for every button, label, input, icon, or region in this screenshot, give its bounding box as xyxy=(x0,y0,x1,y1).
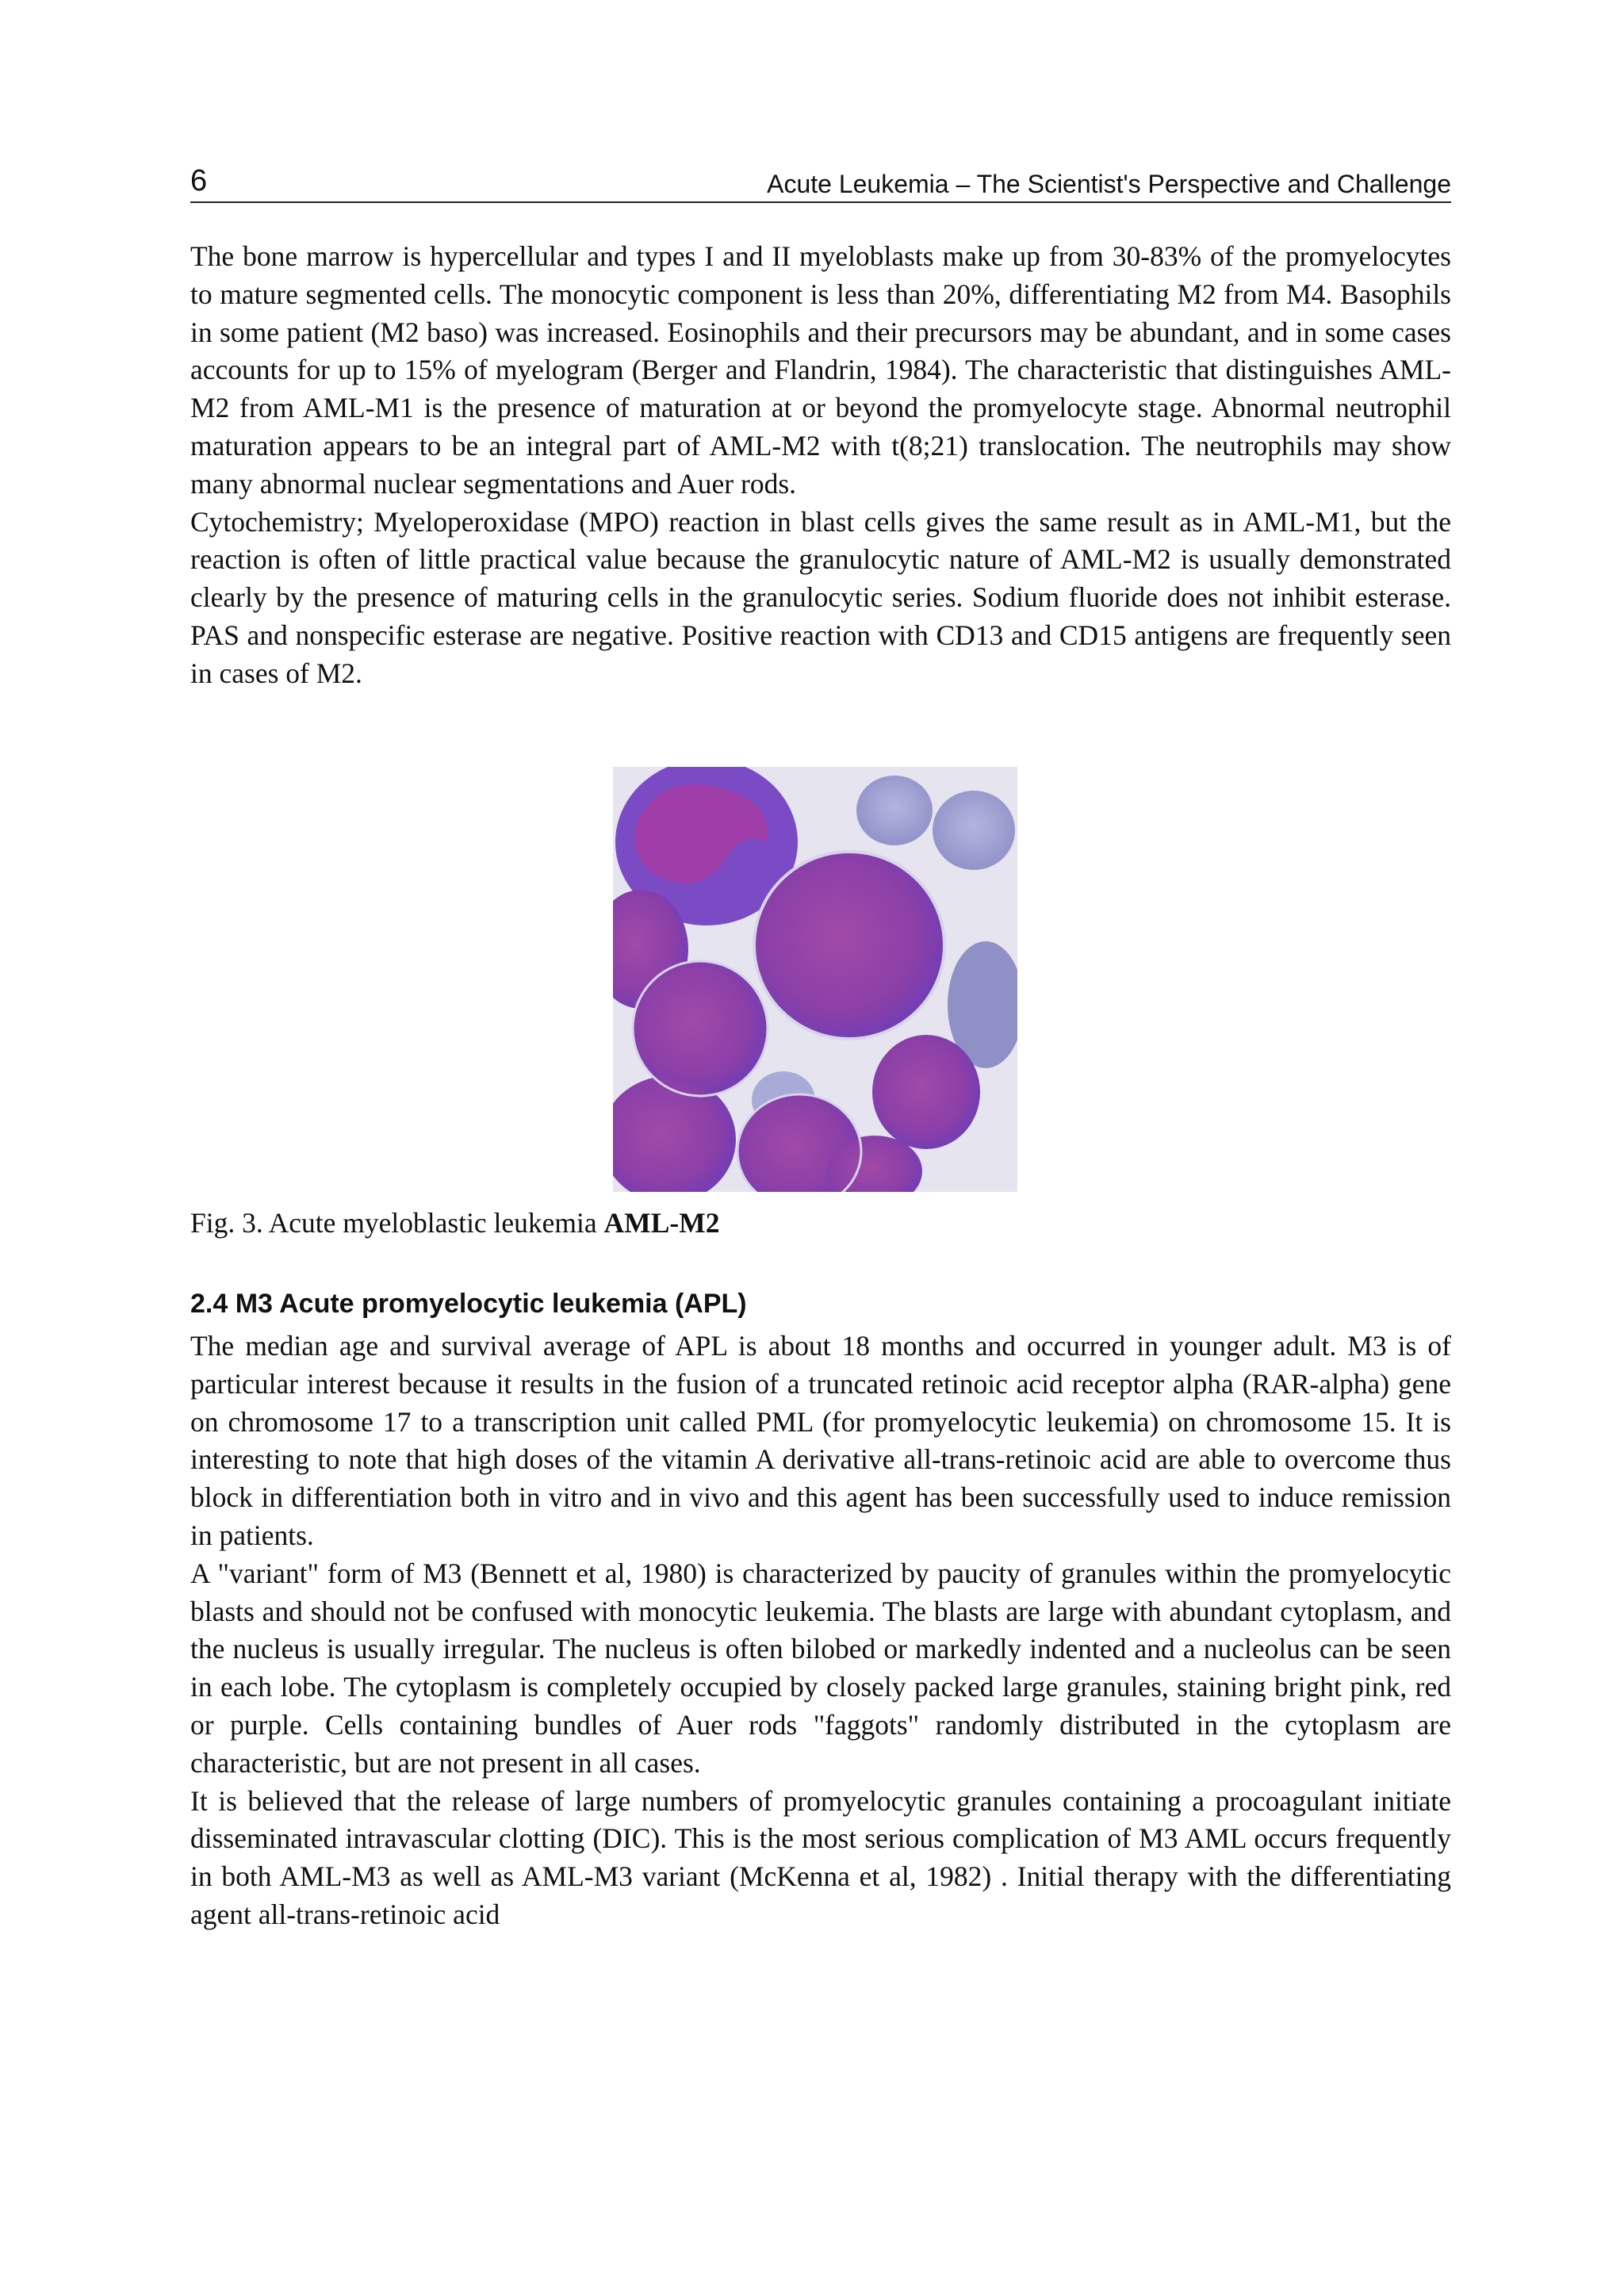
page-number: 6 xyxy=(190,164,208,197)
section-heading: 2.4 M3 Acute promyelocytic leukemia (APL) xyxy=(190,1289,747,1319)
paragraph: Cytochemistry; Myeloperoxidase (MPO) reaction in blast cells gives the same result as in AML-M1, but the reaction is often of little practical value because the granulocytic nature of AML-M2 is usually demonstrated clearly by the presence of maturing cells in the granulocytic series. Sodium fluoride does not inhibit esterase. PAS and nonspecific esterase are negative. Positive reaction with CD13 and CD15 antigens are frequently seen in cases of M2. xyxy=(190,505,1451,689)
body-text-top xyxy=(190,238,1451,693)
caption-bold-text: AML-M2 xyxy=(603,1207,720,1239)
blood-smear-image xyxy=(613,767,1017,1192)
running-title: Acute Leukemia – The Scientist's Perspective and Challenge xyxy=(767,170,1451,198)
figure-micrograph xyxy=(613,767,1017,1192)
paragraph: The median age and survival average of APL is about 18 months and occurred in younger adult. M3 is of particular interest because it results in the fusion of a truncated retinoic acid receptor alpha (RAR-alpha) gene on chromosome 17 to a transcription unit called PML (for promyelocytic leukemia) on chromosome 15. It is interesting to note that high doses of the vitamin A derivative all-trans-retinoic acid are able to overcome thus block in differentiation both in vitro and in vivo and this agent has been successfully used to induce remission in patients. xyxy=(190,1330,1451,1551)
rbc xyxy=(933,791,1015,870)
page-header xyxy=(190,163,1451,203)
rbc xyxy=(856,776,933,845)
paragraph: A "variant" form of M3 (Bennett et al, 1980) is characterized by paucity of granules within the promyelocytic blasts and should not be confused with monocytic leukemia. The blasts are large with abundant cytoplasm, and the nucleus is usually irregular. The nucleus is often bilobed or markedly indented and a nucleolus can be seen in each lobe. The cytoplasm is completely occupied by closely packed large granules, staining bright pink, red or purple. Cells containing bundles of Auer rods "faggots" randomly distributed in the cytoplasm are characteristic, but are not present in all cases. xyxy=(190,1557,1451,1779)
paragraph: It is believed that the release of large numbers of promyelocytic granules containing a procoagulant initiate disseminated intravascular clotting (DIC). This is the most serious complication of M3 AML occurs frequently in both AML-M3 as well as AML-M3 variant (McKenna et al, 1982) . Initial therapy with the differentiating agent all-trans-retinoic acid xyxy=(190,1784,1451,1930)
paragraph: The bone marrow is hypercellular and types I and II myeloblasts make up from 30-83% of the promyelocytes to mature segmented cells. The monocytic component is less than 20%, differentiating M2 from M4. Basophils in some patient (M2 baso) was increased. Eosinophils and their precursors may be abundant, and in some cases accounts for up to 15% of myelogram (Berger and Flandrin, 1984). The characteristic that distinguishes AML-M2 from AML-M1 is the presence of maturation at or beyond the promyelocyte stage. Abnormal neutrophil maturation appears to be an integral part of AML-M2 with t(8;21) translocation. The neutrophils may show many abnormal nuclear segmentations and Auer rods. xyxy=(190,240,1451,500)
cell xyxy=(872,1035,980,1149)
figure-caption xyxy=(190,1204,1451,1242)
body-text-section xyxy=(190,1327,1451,1934)
caption-text: Fig. 3. Acute myeloblastic leukemia xyxy=(190,1207,604,1239)
